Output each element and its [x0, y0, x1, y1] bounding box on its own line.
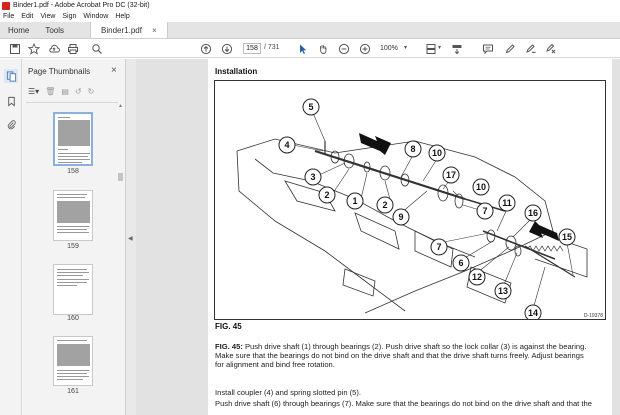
- comment-icon[interactable]: [481, 42, 494, 55]
- paragraph-coupler: Install coupler (4) and spring slotted pin (5).: [215, 388, 362, 397]
- page-number-input[interactable]: 158: [243, 43, 261, 54]
- menu-bar: [0, 11, 620, 22]
- collapse-panel-icon[interactable]: ◀: [128, 236, 133, 242]
- menu-help[interactable]: Help: [115, 13, 130, 20]
- next-page-icon[interactable]: [220, 42, 233, 55]
- zoom-out-icon[interactable]: [337, 42, 350, 55]
- upload-cloud-icon[interactable]: [47, 42, 60, 55]
- menu-file[interactable]: File: [3, 13, 15, 20]
- callout-label-13: 13: [497, 286, 509, 296]
- thumbnail-label-158: 158: [67, 168, 79, 175]
- callout-label-3: 3: [310, 172, 316, 182]
- callout-label-7: 7: [482, 206, 488, 216]
- page-total: / 731: [264, 44, 280, 51]
- thumbnail-page-160[interactable]: [53, 264, 93, 315]
- thumbnail-label-161: 161: [67, 388, 79, 395]
- thumbnails-panel-title: Page Thumbnails: [28, 67, 91, 76]
- sign-icon[interactable]: [544, 42, 557, 55]
- menu-window[interactable]: Window: [83, 13, 109, 20]
- callout-group: [279, 99, 575, 320]
- tab-bar: [0, 22, 620, 39]
- thumbnail-tools: [28, 85, 100, 97]
- zoom-dropdown-icon[interactable]: ▾: [404, 45, 408, 51]
- close-panel-icon[interactable]: ×: [111, 65, 117, 76]
- home-save-icon[interactable]: [8, 42, 21, 55]
- figure-code: D-19378: [583, 313, 603, 319]
- section-title: Installation: [215, 67, 258, 76]
- thumbnail-options-icon[interactable]: ☰▾: [28, 86, 40, 96]
- callout-label-14: 14: [527, 308, 539, 318]
- thumbnail-page-159[interactable]: [53, 190, 93, 241]
- callout-label-16: 16: [527, 208, 539, 218]
- attachments-paperclip-icon[interactable]: [4, 117, 18, 131]
- callout-label-9: 9: [398, 212, 404, 222]
- scroll-mode-icon[interactable]: [450, 42, 463, 55]
- paragraph-fig45: [215, 342, 593, 369]
- tab-document-label: Binder1.pdf: [101, 25, 142, 35]
- hand-tool-icon[interactable]: [316, 42, 329, 55]
- thumbnails-divider: [26, 102, 118, 103]
- previous-page-icon[interactable]: [199, 42, 212, 55]
- rotate-left-icon[interactable]: ↺: [74, 86, 82, 96]
- acrobat-app-icon: [2, 2, 10, 10]
- tab-document[interactable]: [90, 22, 168, 38]
- main-toolbar: [0, 39, 620, 58]
- rotate-right-icon[interactable]: ↻: [87, 86, 95, 96]
- zoom-level[interactable]: 100%: [380, 45, 398, 52]
- page-display-icon[interactable]: [424, 42, 437, 55]
- callout-label-12: 12: [471, 272, 483, 282]
- page-thumbnails-panel: [22, 59, 126, 415]
- callout-label-2: 2: [382, 200, 388, 210]
- callout-label-11: 11: [502, 198, 512, 208]
- panel-splitter[interactable]: [126, 59, 136, 415]
- search-zoom-icon[interactable]: [90, 42, 103, 55]
- page-display-dropdown-icon[interactable]: ▾: [438, 45, 442, 51]
- menu-edit[interactable]: Edit: [21, 13, 34, 20]
- callout-label-1: 1: [352, 196, 358, 206]
- figure-45-illustration: [214, 80, 606, 320]
- tab-tools[interactable]: Tools: [45, 25, 65, 35]
- page-thumbnails-icon[interactable]: [4, 69, 18, 83]
- document-view[interactable]: [136, 59, 620, 415]
- paragraph-fig45-body: Push drive shaft (1) through bearings (2). Push drive shaft so the lock collar (3) is against the bearing. Make sure that the bearings do not bind on the drive shaft and that the drive shaft turns freely. Adjust bearings for alignment and bind free rotation.: [215, 342, 587, 369]
- thumbnail-label-160: 160: [67, 315, 79, 322]
- thumbnails-scrollbar[interactable]: [118, 107, 123, 412]
- tab-close-icon[interactable]: ×: [151, 25, 157, 35]
- title-bar: [0, 0, 620, 11]
- bookmarks-icon[interactable]: [4, 94, 18, 108]
- callout-label-10: 10: [475, 182, 487, 192]
- zoom-in-icon[interactable]: [358, 42, 371, 55]
- callout-label-6: 6: [458, 258, 464, 268]
- scroll-up-icon[interactable]: ▲: [118, 103, 123, 109]
- left-navigation-rail: [0, 59, 22, 415]
- paragraph-fig45-lead: FIG. 45:: [215, 342, 243, 351]
- scrollbar-thumb[interactable]: [118, 173, 123, 181]
- draw-freeform-icon[interactable]: [524, 42, 537, 55]
- tab-home[interactable]: Home: [8, 25, 30, 35]
- window-title: Binder1.pdf - Adobe Acrobat Pro DC (32-bit): [13, 2, 150, 9]
- callout-label-7: 7: [436, 242, 442, 252]
- callout-label-4: 4: [284, 140, 290, 150]
- exploded-view-drawing: [215, 81, 606, 320]
- callout-label-15: 15: [561, 232, 573, 242]
- thumbnail-page-158[interactable]: [53, 112, 93, 166]
- delete-page-icon[interactable]: 🗑: [45, 86, 56, 96]
- callout-label-2: 2: [324, 190, 330, 200]
- paragraph-drive-shaft-6: Push drive shaft (6) through bearings (7). Make sure that the bearings do not bind on the drive shaft and that the: [215, 399, 592, 408]
- menu-sign[interactable]: Sign: [62, 13, 77, 20]
- callout-label-8: 8: [410, 144, 416, 154]
- highlight-pen-icon[interactable]: [503, 42, 516, 55]
- figure-caption: FIG. 45: [215, 322, 242, 331]
- thumbnail-page-161[interactable]: [53, 336, 93, 386]
- bookmark-star-icon[interactable]: [27, 42, 40, 55]
- callout-label-10: 10: [431, 148, 443, 158]
- callout-label-5: 5: [308, 102, 314, 112]
- print-icon[interactable]: [66, 42, 79, 55]
- select-cursor-icon[interactable]: [296, 42, 309, 55]
- pdf-page: [208, 59, 612, 415]
- thumbnail-label-159: 159: [67, 243, 79, 250]
- insert-page-icon[interactable]: ▤: [61, 86, 69, 96]
- menu-view[interactable]: View: [40, 13, 56, 20]
- callout-label-17: 17: [445, 170, 457, 180]
